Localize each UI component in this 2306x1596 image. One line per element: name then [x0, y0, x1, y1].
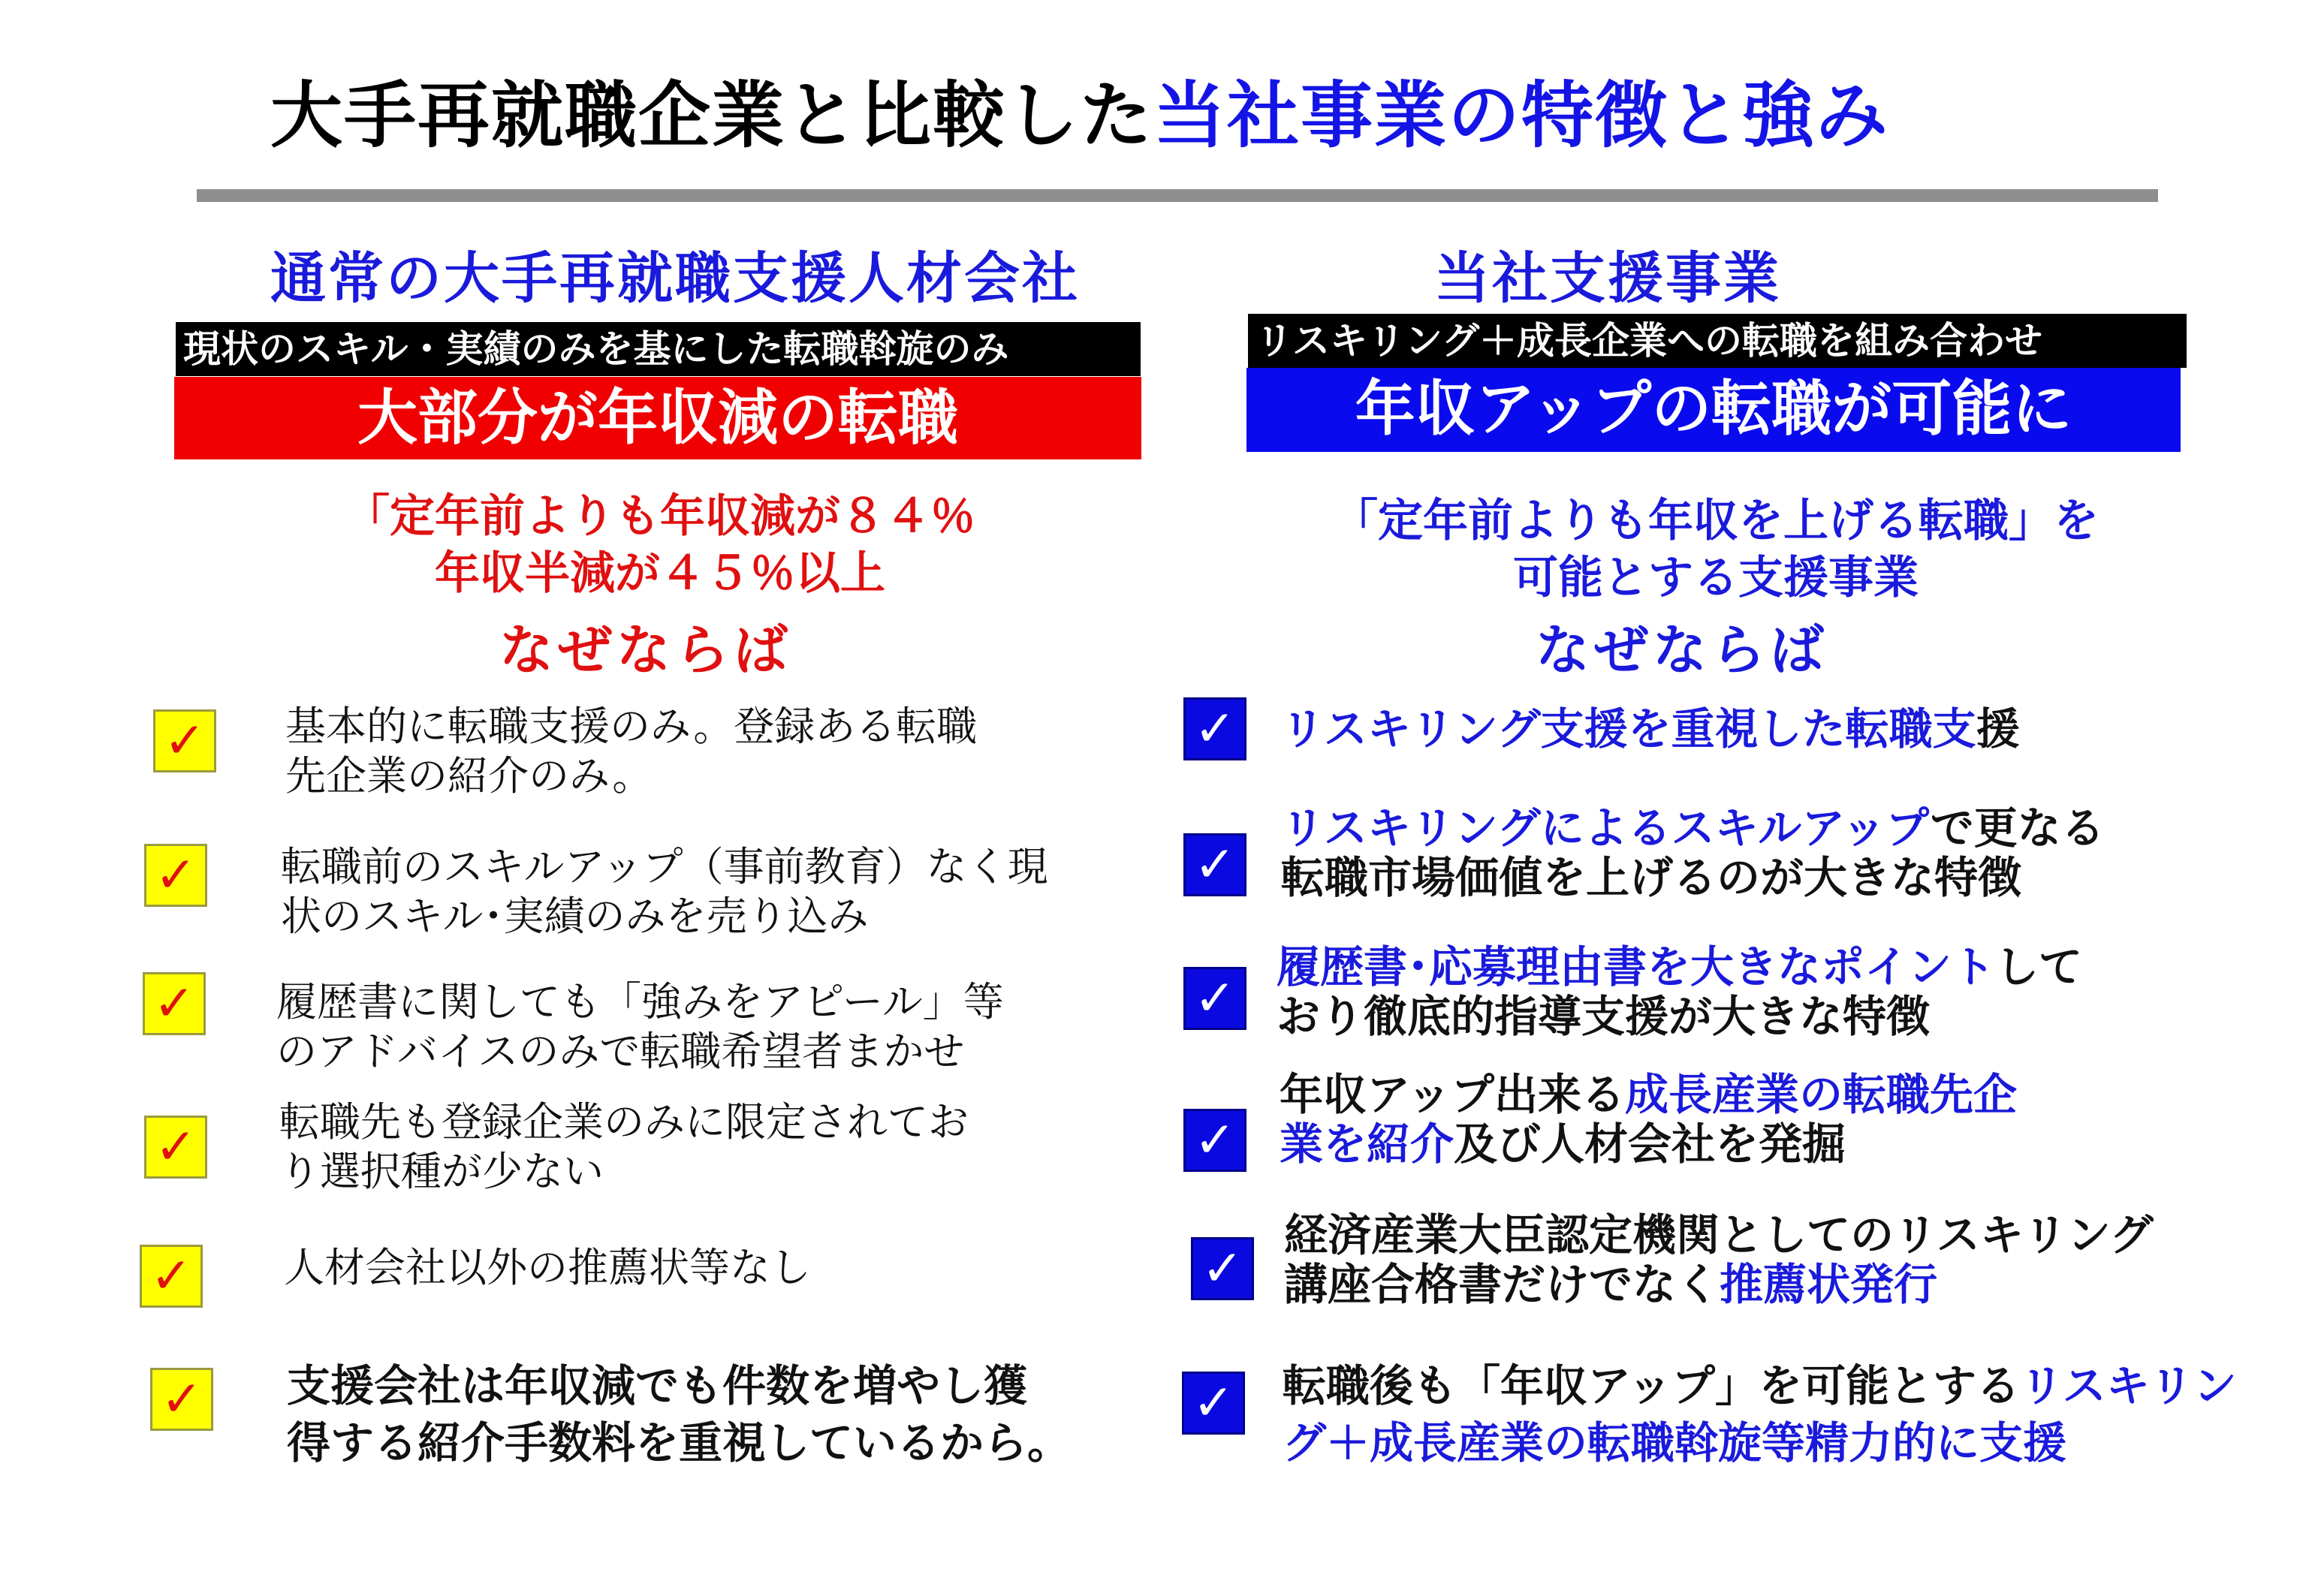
right-item-6-black: 転職後も「年収アップ」を可能とする [1283, 1360, 2020, 1411]
check-mark-icon: ✓ [1194, 969, 1236, 1027]
left-item-3-line2: のアドバイスのみで転職希望者まかせ [276, 1028, 965, 1075]
left-check-icon-5 [140, 1245, 203, 1308]
left-item-3-line1: 履歴書に関しても「強みをアピール」等 [276, 978, 1004, 1025]
right-check-icon-2 [1183, 833, 1246, 896]
left-item-2 [281, 842, 1048, 941]
right-check-icon-6 [1182, 1372, 1245, 1435]
page-title [270, 59, 1889, 161]
left-item-4 [279, 1098, 969, 1197]
right-item-2-line2: 転職市場価値を上げるのが大きな特徴 [1281, 852, 2022, 903]
right-check-icon-1 [1183, 697, 1246, 760]
left-black-bar: 現状のスキル・実績のみを基にした転職斡旋のみ [176, 322, 1141, 376]
check-mark-icon: ✓ [1194, 1111, 1236, 1169]
check-mark-icon: ✓ [161, 1370, 203, 1428]
left-item-1-line1: 基本的に転職支援のみ。登録ある転職 [285, 703, 978, 750]
left-item-6 [287, 1357, 1071, 1471]
left-item-6-line2: 得する紹介手数料を重視しているから。 [287, 1417, 1072, 1468]
right-check-icon-3 [1183, 967, 1246, 1030]
left-item-3 [276, 977, 1004, 1077]
right-item-2-black: で更なる [1930, 803, 2105, 854]
right-item-3-blue: 履歴書･応募理由書を大きなポイント [1277, 941, 1996, 992]
left-check-icon-6 [150, 1368, 213, 1431]
right-item-4-black: 年収アップ出来る [1280, 1069, 1625, 1120]
title-black-part: 大手再就職企業と比較した [270, 74, 1153, 158]
right-check-icon-4 [1183, 1109, 1246, 1172]
check-mark-icon: ✓ [164, 712, 206, 769]
left-check-icon-2 [144, 844, 207, 907]
left-reason: なぜならば [499, 619, 792, 682]
left-check-icon-3 [143, 972, 206, 1035]
left-item-1-line2: 先企業の紹介のみ。 [285, 752, 653, 800]
right-check-icon-5 [1191, 1237, 1254, 1300]
check-mark-icon: ✓ [150, 1247, 192, 1305]
check-mark-icon: ✓ [153, 974, 195, 1032]
right-item-5-line2-blue: 推薦状発行 [1720, 1259, 1938, 1310]
right-stat-line2: 可能とする支援事業 [1513, 552, 1919, 604]
right-item-6-line2-blue: グ＋成長産業の転職斡旋等精力的に支援 [1283, 1417, 2067, 1468]
left-item-1 [285, 702, 977, 801]
right-item-5-black: 経済産業大臣認定機関としてのリスキリング [1284, 1209, 2154, 1260]
right-item-2 [1281, 803, 2105, 902]
right-item-4-line2-blue: 業を紹介 [1280, 1119, 1454, 1170]
right-blue-bar: 年収アップの転職が可能に [1246, 368, 2181, 452]
right-item-4 [1280, 1070, 2017, 1169]
check-mark-icon: ✓ [1194, 700, 1236, 757]
right-item-2-blue: リスキリングによるスキルアップ [1281, 803, 1931, 854]
left-item-6-line1: 支援会社は年収減でも件数を増やし獲 [287, 1360, 1028, 1411]
right-stat-line1: 「定年前よりも年収を上げる転職」を [1333, 495, 2099, 547]
right-item-3-black: して [1995, 941, 2083, 992]
check-mark-icon: ✓ [155, 846, 197, 904]
right-item-6-blue: リスキリン [2019, 1360, 2237, 1411]
left-stat-line2: 年収半減が４５％以上 [435, 547, 885, 600]
right-reason: なぜならば [1535, 619, 1828, 682]
right-item-5 [1284, 1210, 2154, 1309]
right-item-6 [1283, 1357, 2237, 1471]
title-blue-part: 当社事業の特徴と強み [1153, 74, 1889, 158]
right-item-1-black: 援 [1976, 703, 2020, 754]
right-item-4-blue: 成長産業の転職先企 [1624, 1069, 2017, 1120]
left-item-5-line1: 人材会社以外の推薦状等なし [284, 1244, 811, 1291]
right-item-1-blue: リスキリング支援を重視した転職支 [1281, 703, 1976, 754]
left-item-2-line1: 転職前のスキルアップ（事前教育）なく現 [281, 843, 1048, 890]
right-item-4-line2-black: 及び人材会社を発掘 [1454, 1119, 1846, 1170]
left-check-icon-4 [144, 1116, 207, 1179]
left-check-icon-1 [153, 709, 216, 772]
left-item-2-line2: 状のスキル･実績のみを売り込み [281, 893, 869, 940]
left-red-bar: 大部分が年収減の転職 [174, 377, 1141, 459]
left-item-4-line2: り選択種が少ない [279, 1148, 604, 1195]
left-item-4-line1: 転職先も登録企業のみに限定されてお [279, 1098, 969, 1146]
left-stat-line1: 「定年前よりも年収減が８４％ [345, 490, 975, 543]
right-heading: 当社支援事業 [1434, 246, 1781, 311]
left-heading: 通常の大手再就職支援人材会社 [270, 246, 1080, 311]
left-item-5 [284, 1243, 811, 1293]
check-mark-icon: ✓ [1201, 1239, 1243, 1297]
title-divider [197, 189, 2158, 202]
right-item-3 [1277, 942, 2082, 1041]
check-mark-icon: ✓ [1194, 836, 1236, 893]
check-mark-icon: ✓ [1192, 1374, 1234, 1432]
right-item-3-line2: おり徹底的指導支援が大きな特徴 [1277, 991, 1931, 1042]
right-item-1 [1281, 704, 2020, 754]
right-black-bar: リスキリング＋成長企業への転職を組み合わせ [1248, 314, 2187, 368]
check-mark-icon: ✓ [155, 1118, 197, 1176]
right-item-5-line2-black: 講座合格書だけでなく [1284, 1259, 1720, 1310]
